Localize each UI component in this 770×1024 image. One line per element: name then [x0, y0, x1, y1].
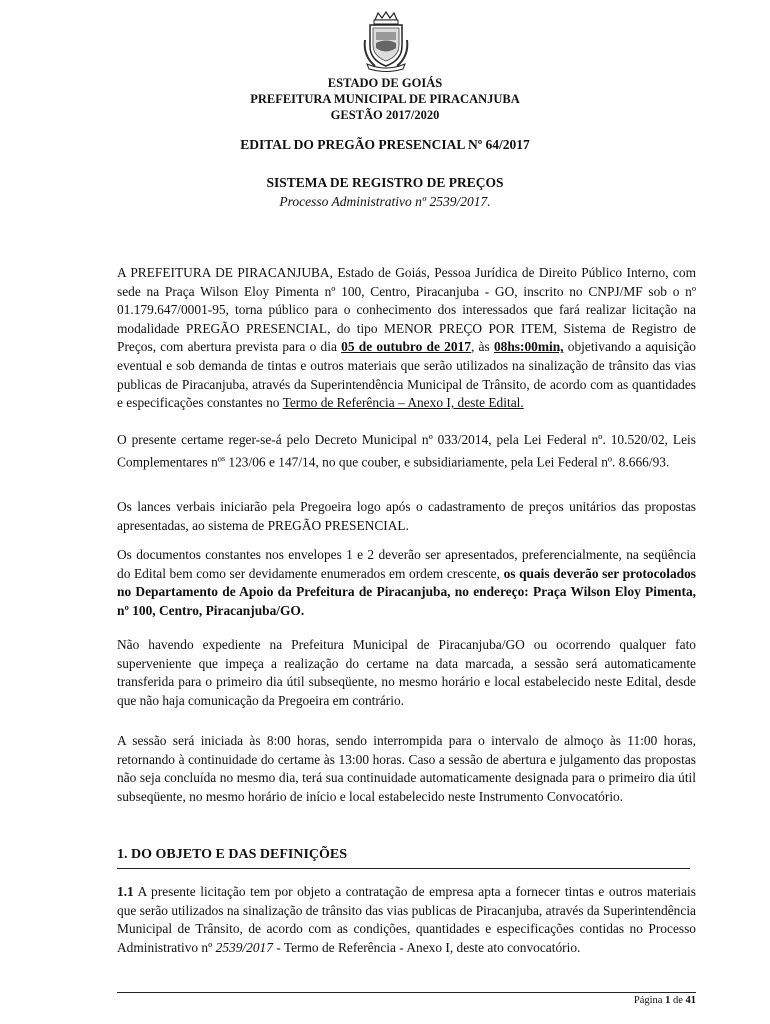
documents-text: Os documentos constantes nos envelopes 1 e 2 deverão ser apresentados, preferencialmente, na seqüência do Edital bem como ser devidamente enumerados em ordem crescente, — [117, 547, 696, 581]
page-number — [634, 995, 696, 1006]
page-of: de — [672, 995, 683, 1006]
subtitle-registry: SISTEMA DE REGISTRO DE PREÇOS — [266, 175, 504, 190]
header-term: GESTÃO 2017/2020 — [330, 108, 440, 122]
clause-number: 1.1 — [117, 884, 134, 899]
paragraph-bids: Os lances verbais iniciarão pela Pregoeira logo após o cadastramento de preços unitários das propostas apresentadas, ao sistema de PREGÃO PRESENCIAL. — [117, 499, 696, 533]
footer-divider — [117, 992, 696, 993]
header-state: ESTADO DE GOIÁS — [327, 76, 443, 90]
object-text: A presente licitação tem por objeto a contratação de empresa apta a fornecer tintas e outros materiais que serão utilizados na sinalização de trânsito das vias publicas de Piracanjuba, através da Superintendência Municipal de Trânsito, de acordo com as condições, quantidades e especificações contidas no Processo Administrativo nº — [117, 884, 696, 955]
intro-text: A PREFEITURA DE PIRACANJUBA, Estado de Goiás, Pessoa Jurídica de Direito Público Interno, com sede na Praça Wilson Eloy Pimenta nº 100, Centro, Piracanjuba - GO, inscrito no CNPJ/MF sob o nº 01.179.647/0001-95, torna público para o conhecimento dos interessados que fará realizar licitação na modalidade PREGÃO PRESENCIAL, do tipo MENOR PREÇO POR ITEM, Sistema de Registro de Preços, com abertura prevista para o dia — [117, 265, 696, 355]
paragraph-documents — [117, 546, 696, 620]
paragraph-no-business: Não havendo expediente na Prefeitura Municipal de Piracanjuba/GO ou ocorrendo qualquer fato superveniente que impeça a realização do certame na data marcada, a sessão será automaticamente transferida para o primeiro dia útil subseqüente, no mesmo horário e local estabelecido neste Edital, desde que não haja comunicação da Pregoeira em contrário. — [117, 637, 696, 708]
terms-reference: Termo de Referência – Anexo I, deste Edital. — [282, 395, 524, 411]
legal-text: O presente certame reger-se-á pelo Decreto Municipal nº 033/2014, pela Lei Federal nº. 10.520/02, Leis Complementares nº — [117, 432, 696, 470]
paragraph-intro — [117, 264, 696, 413]
process-number: 2539/2017 — [215, 939, 273, 955]
coat-of-arms-icon — [361, 10, 411, 72]
object-text-2: - Termo de Referência - Anexo I, deste ato convocatório. — [272, 939, 581, 955]
header-prefecture: PREFEITURA MUNICIPAL DE PIRACANJUBA — [250, 92, 520, 106]
paragraph-object — [117, 883, 696, 957]
total-pages: 41 — [685, 995, 696, 1006]
paragraph-session: A sessão será iniciada às 8:00 horas, sendo interrompida para o intervalo de almoço às 11:00 horas, retornando à continuidade do certame às 13:00 horas. Caso a sessão de abertura e julgamento das propostas não seja concluída no mesmo dia, terá sua continuidade automaticamente designada para o primeiro dia útil subseqüente, no mesmo horário de início e local estabelecido neste Instrumento Convocatório. — [117, 733, 696, 804]
opening-date: 05 de outubro de 2017 — [341, 339, 471, 355]
paragraph-legal — [117, 431, 696, 472]
intro-text-3: objetivando a aquisição eventual e sob demanda de tintas e outros materiais que serão utilizados na sinalização de trânsito das vias publicas de Piracanjuba, através da Superintendência Municipal de Trânsito, de acordo com as quantidades e especificações constantes no — [117, 339, 696, 411]
opening-time: 08hs:00min, — [493, 339, 564, 355]
current-page: 1 — [665, 995, 671, 1006]
subtitle-process: Processo Administrativo nº 2539/2017. — [279, 194, 491, 209]
page-label: Página — [633, 995, 663, 1006]
legal-sup: s — [221, 453, 226, 463]
documents-address: os quais deverão ser protocolados no Departamento de Apoio da Prefeitura de Piracanjuba, no endereço: Praça Wilson Eloy Pimenta, nº 100, Centro, Piracanjuba/GO. — [117, 565, 696, 618]
section-heading-object: 1. DO OBJETO E DAS DEFINIÇÕES — [117, 847, 690, 869]
intro-text-2: , às — [470, 339, 494, 355]
legal-text-2: 123/06 e 147/14, no que couber, e subsidiariamente, pela Lei Federal nº. 8.666/93. — [225, 454, 670, 470]
document-title: EDITAL DO PREGÃO PRESENCIAL Nº 64/2017 — [240, 137, 530, 152]
